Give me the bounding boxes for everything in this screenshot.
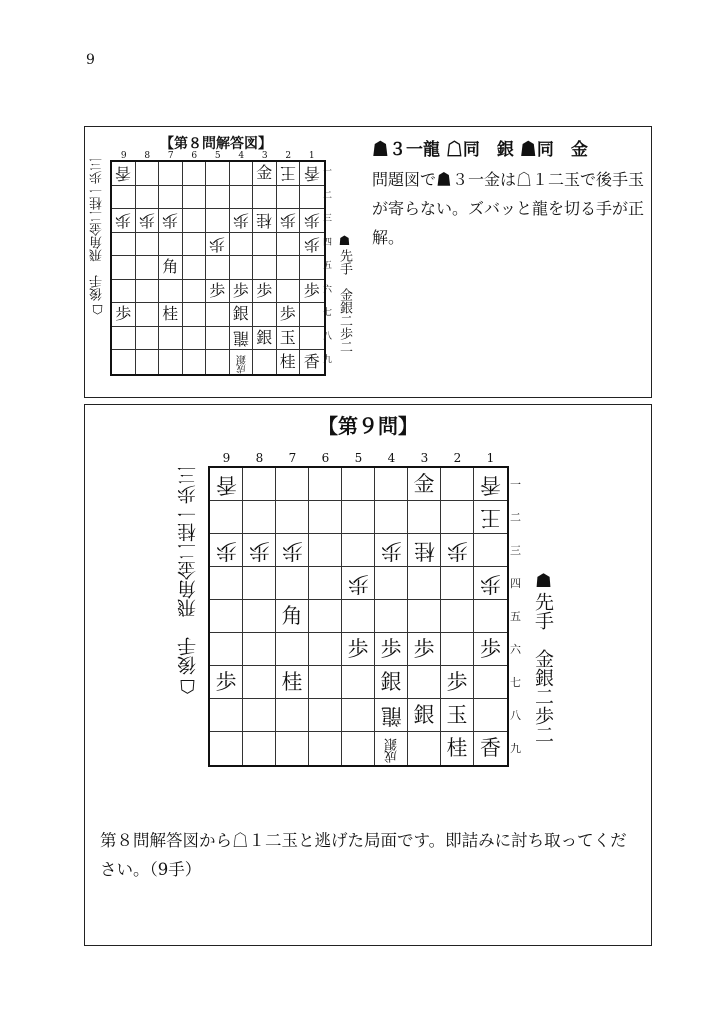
row-number: 八 [323, 331, 333, 342]
board-square [112, 303, 136, 327]
board-square [230, 327, 254, 351]
column-number: 4 [238, 151, 245, 161]
board-square [441, 501, 474, 534]
board-square [276, 699, 309, 732]
board-square [159, 256, 183, 280]
board-square [276, 633, 309, 666]
gote-piece: 歩 [209, 234, 226, 254]
board-square [276, 534, 309, 567]
board-square [183, 186, 207, 210]
column-number: 5 [214, 151, 221, 161]
board-square [276, 666, 309, 699]
board-square [375, 501, 408, 534]
board-square [243, 501, 276, 534]
board-square [210, 501, 243, 534]
board-square [183, 303, 207, 327]
problem-9-gote-hand [174, 466, 201, 697]
column-number: 3 [261, 151, 268, 161]
sente-piece: 歩 [380, 636, 402, 661]
sente-piece: 歩 [347, 636, 369, 661]
board-square [159, 186, 183, 210]
board-square [112, 350, 136, 374]
row-number: 九 [510, 742, 521, 755]
sente-piece-icon: ☗ [534, 570, 553, 592]
sente-piece: 歩 [303, 280, 320, 300]
board-square [112, 256, 136, 280]
board-square [136, 327, 160, 351]
gote-piece: 歩 [248, 538, 270, 563]
row-number: 一 [510, 478, 521, 491]
sente-piece: 歩 [209, 280, 226, 300]
board-square [210, 534, 243, 567]
board-square [253, 350, 277, 374]
board-square [277, 327, 301, 351]
board-square [309, 666, 342, 699]
column-number: 2 [285, 151, 292, 161]
board-square [277, 209, 301, 233]
gote-piece: 香 [480, 472, 501, 497]
gote-piece: 歩 [380, 538, 402, 563]
board-square [474, 567, 507, 600]
sente-piece: 歩 [256, 280, 273, 300]
board-square [276, 501, 309, 534]
answer-8-text: 問題図で☗３一金は☖１二玉で後手玉が寄らない。ズバッと龍を切る手が正解。 [372, 170, 645, 247]
board-square [243, 732, 276, 765]
gote-piece: 歩 [232, 211, 249, 231]
board-square [206, 303, 230, 327]
column-number: 2 [453, 451, 462, 465]
board-square [277, 233, 301, 257]
board-square [136, 233, 160, 257]
problem-9-board [208, 466, 509, 767]
board-square [474, 666, 507, 699]
board-square [309, 600, 342, 633]
row-number: 七 [323, 308, 333, 318]
column-number: 4 [387, 451, 396, 465]
gote-piece: 歩 [279, 211, 296, 231]
board-square [408, 699, 441, 732]
board-square [183, 162, 207, 186]
board-square [136, 209, 160, 233]
board-square [243, 600, 276, 633]
problem-9-row-numbers [510, 468, 521, 765]
board-square [276, 567, 309, 600]
board-square [309, 468, 342, 501]
board-square [474, 732, 507, 765]
board-square [342, 633, 375, 666]
board-square [342, 501, 375, 534]
board-square [206, 256, 230, 280]
row-number: 三 [510, 544, 521, 557]
row-number: 五 [510, 610, 521, 623]
problem-9-sente-hand [530, 570, 557, 744]
board-square [408, 666, 441, 699]
board-square [342, 699, 375, 732]
board-square [309, 567, 342, 600]
gote-piece-icon: ☖ [178, 675, 197, 697]
board-square [276, 468, 309, 501]
board-square [159, 209, 183, 233]
gote-hand-text: 後手 飛角金二桂一歩三 [90, 158, 105, 301]
board-square [230, 186, 254, 210]
answer-8-moves: ☗３一龍 ☖同 銀 ☗同 金 [372, 140, 588, 160]
gote-piece: 王 [480, 505, 501, 530]
board-square [441, 732, 474, 765]
board-square [375, 732, 408, 765]
board-square [408, 600, 441, 633]
board-square [183, 327, 207, 351]
gote-piece: 歩 [138, 211, 155, 231]
row-number: 七 [510, 676, 521, 689]
board-square [253, 327, 277, 351]
board-square [159, 162, 183, 186]
gote-piece: 香 [303, 164, 320, 184]
gote-piece-icon: ☖ [91, 301, 104, 316]
sente-piece-icon: ☗ [338, 234, 351, 249]
board-square [206, 350, 230, 374]
board-square [342, 666, 375, 699]
column-number: 5 [354, 451, 363, 465]
board-square [408, 633, 441, 666]
board-square [408, 501, 441, 534]
board-square [300, 162, 324, 186]
sente-piece: 金 [413, 471, 435, 496]
sente-piece: 香 [480, 736, 501, 760]
row-number: 二 [323, 190, 333, 201]
board-square [243, 633, 276, 666]
board-square [230, 162, 254, 186]
board-square [183, 209, 207, 233]
board-square [441, 534, 474, 567]
board-square [300, 350, 324, 374]
board-square [441, 600, 474, 633]
answer-8-title: 【第８問解答図】 [160, 136, 272, 152]
gote-piece: 歩 [215, 538, 237, 563]
board-square [375, 534, 408, 567]
column-number: 1 [308, 151, 315, 161]
board-square [243, 666, 276, 699]
row-number: 九 [323, 355, 333, 365]
row-number: 三 [323, 214, 333, 224]
sente-piece: 銀 [232, 304, 249, 324]
board-square [276, 600, 309, 633]
board-square [309, 633, 342, 666]
problem-9-column-numbers [210, 451, 507, 465]
board-square [253, 209, 277, 233]
board-square [300, 280, 324, 304]
board-square [474, 633, 507, 666]
board-square [441, 666, 474, 699]
board-square [342, 468, 375, 501]
answer-8-sente-hand [335, 234, 354, 353]
sente-piece: 玉 [279, 327, 296, 347]
board-square [243, 534, 276, 567]
board-square [375, 666, 408, 699]
board-square [243, 468, 276, 501]
board-square [159, 350, 183, 374]
board-square [206, 327, 230, 351]
sente-hand-text: 先手 金銀二歩二 [337, 249, 352, 353]
board-square [300, 233, 324, 257]
column-number: 3 [420, 451, 429, 465]
sente-piece: 歩 [480, 636, 501, 661]
board-square [300, 186, 324, 210]
board-square [474, 468, 507, 501]
board-square [474, 600, 507, 633]
sente-piece: 歩 [215, 669, 237, 694]
board-square [183, 280, 207, 304]
board-square [253, 256, 277, 280]
board-square [309, 699, 342, 732]
gote-piece: 歩 [303, 234, 320, 254]
board-square [277, 303, 301, 327]
gote-piece: 龍 [232, 328, 249, 348]
board-square [277, 162, 301, 186]
gote-piece: 龍 [380, 703, 402, 728]
board-square [210, 567, 243, 600]
board-square [136, 162, 160, 186]
board-square [206, 233, 230, 257]
board-square [136, 256, 160, 280]
row-number: 四 [510, 577, 521, 590]
problem-9-title: 【第９問】 [318, 414, 418, 438]
sente-piece: 桂 [281, 669, 303, 694]
board-square [253, 186, 277, 210]
column-number: 8 [144, 151, 151, 161]
board-square [375, 633, 408, 666]
board-square [474, 699, 507, 732]
board-square [375, 699, 408, 732]
problem-9-text: 第８問解答図から☖１二玉と逃げた局面です。即詰みに討ち取ってください。（9手） [100, 831, 627, 879]
board-square [159, 233, 183, 257]
sente-piece: 角 [281, 603, 303, 628]
board-square [210, 600, 243, 633]
board-square [183, 350, 207, 374]
sente-piece: 銀 [380, 669, 402, 694]
column-number: 8 [255, 451, 264, 465]
board-square [210, 468, 243, 501]
gote-piece: 桂 [413, 538, 435, 563]
board-square [253, 280, 277, 304]
board-square [300, 303, 324, 327]
row-number: 二 [510, 511, 521, 524]
board-square [342, 600, 375, 633]
board-square [112, 162, 136, 186]
sente-piece: 桂 [446, 736, 468, 760]
board-square [136, 186, 160, 210]
gote-piece: 王 [279, 164, 296, 184]
board-square [112, 209, 136, 233]
board-square [159, 327, 183, 351]
board-square [441, 699, 474, 732]
board-square [309, 732, 342, 765]
page-number: 9 [86, 52, 95, 68]
board-square [253, 162, 277, 186]
gote-piece: 桂 [256, 211, 273, 231]
board-square [408, 732, 441, 765]
gote-piece: 歩 [446, 538, 468, 563]
board-square [277, 350, 301, 374]
sente-piece: 玉 [446, 702, 468, 727]
board-square [136, 280, 160, 304]
board-square [342, 567, 375, 600]
board-square [210, 699, 243, 732]
board-square [474, 501, 507, 534]
board-square [243, 699, 276, 732]
column-number: 9 [120, 151, 127, 161]
sente-piece: 歩 [413, 636, 435, 661]
board-square [206, 186, 230, 210]
board-square [230, 233, 254, 257]
sente-piece: 歩 [115, 304, 132, 324]
board-square [474, 534, 507, 567]
sente-piece: 桂 [279, 351, 296, 371]
gote-piece: 歩 [281, 538, 303, 563]
sente-piece: 香 [303, 351, 320, 371]
sente-piece: 角 [162, 257, 179, 277]
board-square [253, 233, 277, 257]
column-number: 1 [486, 451, 495, 465]
gote-piece: 歩 [303, 211, 320, 231]
gote-piece: 香 [115, 164, 132, 184]
gote-piece: 歩 [162, 211, 179, 231]
gote-piece: 成 銀 [235, 352, 246, 373]
board-square [136, 350, 160, 374]
column-number: 6 [321, 451, 330, 465]
board-square [441, 468, 474, 501]
sente-piece: 歩 [446, 669, 468, 694]
board-square [230, 280, 254, 304]
board-square [375, 600, 408, 633]
answer-8-board [110, 160, 326, 376]
row-number: 六 [510, 643, 521, 656]
board-square [210, 666, 243, 699]
board-square [159, 303, 183, 327]
board-square [210, 732, 243, 765]
board-square [136, 303, 160, 327]
answer-8-explanation [372, 136, 644, 252]
sente-piece: 銀 [256, 327, 273, 347]
board-square [112, 233, 136, 257]
board-square [183, 256, 207, 280]
board-square [230, 209, 254, 233]
sente-piece: 歩 [279, 304, 296, 324]
board-square [206, 209, 230, 233]
row-number: 六 [323, 284, 333, 295]
column-number: 6 [191, 151, 198, 161]
sente-piece: 銀 [413, 702, 435, 727]
gote-piece: 歩 [480, 571, 501, 596]
board-square [441, 633, 474, 666]
sente-hand-text: 先手 金銀二歩二 [532, 592, 554, 744]
row-number: 一 [323, 167, 333, 177]
board-square [342, 732, 375, 765]
answer-8-gote-hand [88, 158, 107, 316]
board-square [206, 280, 230, 304]
sente-piece: 桂 [162, 304, 179, 324]
board-square [112, 327, 136, 351]
board-square [206, 162, 230, 186]
sente-piece: 歩 [232, 280, 249, 300]
board-square [230, 256, 254, 280]
board-square [183, 233, 207, 257]
board-square [342, 534, 375, 567]
board-square [230, 303, 254, 327]
column-number: 9 [222, 451, 231, 465]
board-square [277, 186, 301, 210]
row-number: 四 [323, 237, 333, 248]
board-square [210, 633, 243, 666]
board-square [300, 209, 324, 233]
board-square [159, 280, 183, 304]
board-square [408, 534, 441, 567]
gote-piece: 香 [215, 472, 237, 497]
board-square [243, 567, 276, 600]
board-square [408, 468, 441, 501]
board-square [112, 186, 136, 210]
gote-piece: 成 銀 [384, 735, 398, 763]
column-number: 7 [167, 151, 174, 161]
board-square [309, 534, 342, 567]
gote-piece: 歩 [347, 571, 369, 596]
gote-hand-text: 後手 飛角金二桂一歩三 [177, 466, 199, 675]
board-square [441, 567, 474, 600]
board-square [277, 256, 301, 280]
board-square [408, 567, 441, 600]
board-square [300, 327, 324, 351]
board-square [276, 732, 309, 765]
board-square [300, 256, 324, 280]
row-number: 八 [510, 709, 521, 722]
board-square [253, 303, 277, 327]
board-square [230, 350, 254, 374]
board-square [277, 280, 301, 304]
board-square [112, 280, 136, 304]
board-square [309, 501, 342, 534]
board-square [375, 468, 408, 501]
gote-piece: 歩 [115, 211, 132, 231]
sente-piece: 金 [256, 163, 273, 183]
row-number: 五 [323, 261, 333, 271]
column-number: 7 [288, 451, 297, 465]
board-square [375, 567, 408, 600]
